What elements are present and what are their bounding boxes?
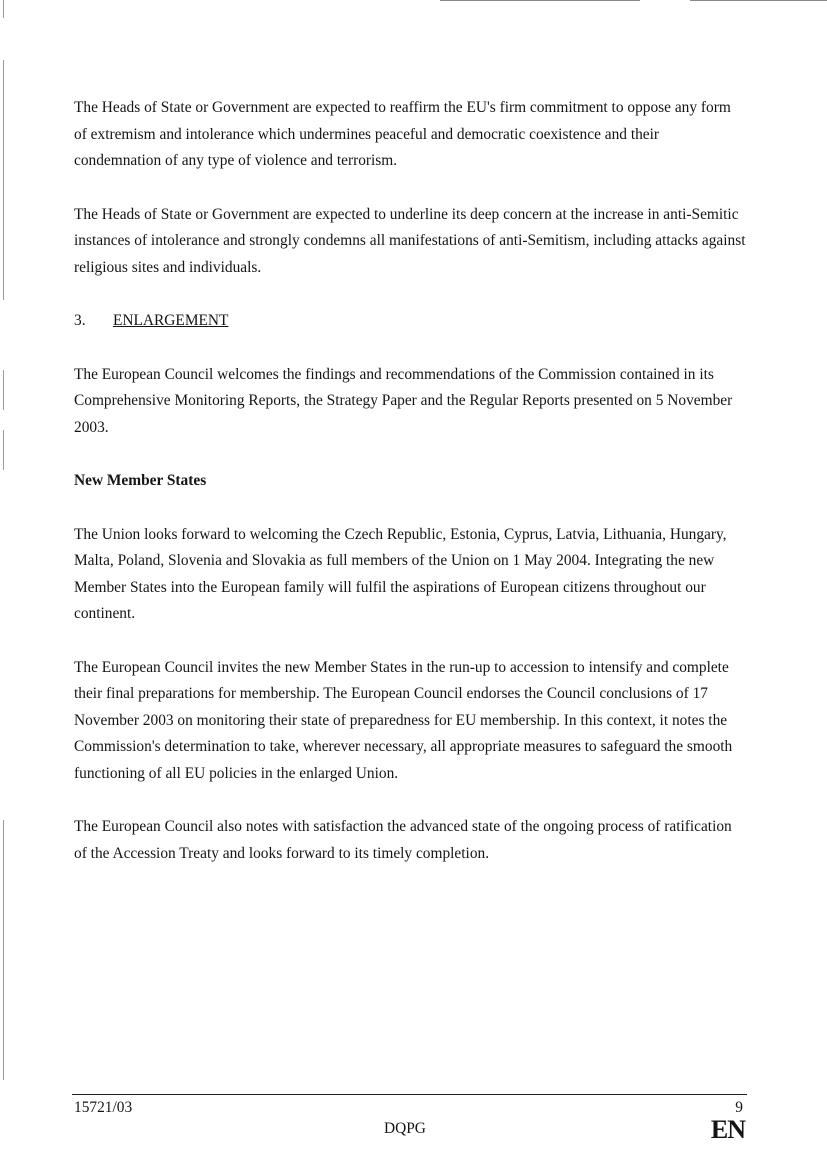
scan-artifact bbox=[440, 0, 640, 1]
paragraph-ratification: The European Council also notes with satisfaction the advanced state of the ongoing process of ratification of the Accession Treaty and looks forward to its timely completion. bbox=[74, 818, 732, 862]
scan-artifact bbox=[3, 430, 4, 470]
scan-artifact bbox=[3, 820, 4, 1080]
paragraph-preparations: The European Council invites the new Member States in the run-up to accession to intensify and complete their final preparations for membership. The European Council endorses the Council conclusions of 17 November 2003 on monitoring their state of preparedness for EU membership. In this context, it notes the Commission's determination to take, wherever necessary, all appropriate measures to safeguard the smooth functioning of all EU policies in the enlarged Union. bbox=[74, 658, 733, 782]
scan-artifact bbox=[3, 60, 4, 300]
section-number: 3. bbox=[74, 312, 86, 329]
scan-artifact bbox=[690, 0, 827, 1]
subheading-new-member-states: New Member States bbox=[74, 472, 207, 489]
scan-artifact bbox=[3, 370, 4, 410]
department-code: DQPG bbox=[384, 1120, 426, 1137]
footer-divider bbox=[72, 1094, 747, 1095]
paragraph-monitoring-reports: The European Council welcomes the findings and recommendations of the Commission contained in its Comprehensive Monitoring Reports, the Strategy Paper and the Regular Reports presented on 5 November 2003. bbox=[74, 365, 733, 436]
section-title: ENLARGEMENT bbox=[113, 312, 229, 329]
page-number: 9 bbox=[735, 1099, 743, 1116]
document-reference: 15721/03 bbox=[74, 1099, 133, 1116]
document-body bbox=[74, 95, 746, 894]
paragraph-welcoming-members: The Union looks forward to welcoming the Czech Republic, Estonia, Cyprus, Latvia, Lithuania, Hungary, Malta, Poland, Slovenia and Slovakia as full members of the Union on 1 May 2004. Integrating the new Member States into the European family will fulfil the aspirations of European citizens throughout our continent. bbox=[74, 525, 727, 622]
scan-artifact bbox=[3, 0, 4, 18]
paragraph-extremism: The Heads of State or Government are expected to reaffirm the EU's firm commitment to oppose any form of extremism and intolerance which undermines peaceful and democratic coexistence and their condemnation of any type of violence and terrorism. bbox=[74, 99, 731, 169]
language-code: EN bbox=[710, 1115, 745, 1144]
section-heading-enlargement bbox=[74, 308, 746, 335]
paragraph-anti-semitism: The Heads of State or Government are expected to underline its deep concern at the increase in anti-Semitic instances of intolerance and strongly condemns all manifestations of anti-Semitism, including attacks against religious sites and individuals. bbox=[74, 205, 746, 276]
